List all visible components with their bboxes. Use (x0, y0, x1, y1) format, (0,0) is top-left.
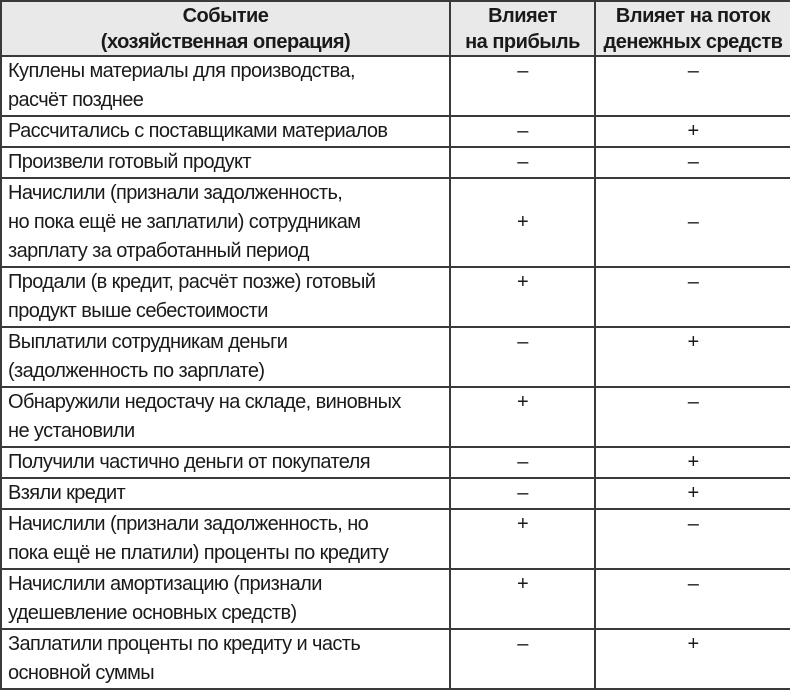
event-cell: Заплатили проценты по кредиту и часть основной суммы (1, 629, 450, 689)
profit-cell: – (450, 327, 595, 387)
event-cell: Выплатили сотрудникам деньги (задолженность по зарплате) (1, 327, 450, 387)
event-cell: Начислили амортизацию (признали удешевление основных средств) (1, 569, 450, 629)
table-row (1, 569, 790, 629)
header-cash: Влияет на поток денежных средств (595, 1, 790, 56)
event-cell: Рассчитались с поставщиками материалов (1, 116, 450, 147)
cash-cell: – (595, 387, 790, 447)
cash-cell: – (595, 509, 790, 569)
header-event: Событие (хозяйственная операция) (1, 1, 450, 56)
event-cell: Куплены материалы для производства, расчёт позднее (1, 56, 450, 116)
cash-cell: – (595, 569, 790, 629)
profit-cell: – (450, 56, 595, 116)
profit-cell: – (450, 147, 595, 178)
event-cell: Произвели готовый продукт (1, 147, 450, 178)
cash-cell: + (595, 478, 790, 509)
event-cell: Продали (в кредит, расчёт позже) готовый продукт выше себестоимости (1, 267, 450, 327)
profit-cell: – (450, 478, 595, 509)
profit-cell: + (450, 387, 595, 447)
table-row (1, 387, 790, 447)
cash-cell: – (595, 267, 790, 327)
profit-cell: + (450, 509, 595, 569)
cash-cell: + (595, 327, 790, 387)
header-profit: Влияет на прибыль (450, 1, 595, 56)
cash-cell: + (595, 447, 790, 478)
cash-cell: – (595, 178, 790, 267)
profit-cell: + (450, 569, 595, 629)
table-row (1, 178, 790, 267)
table-row (1, 56, 790, 116)
table-row (1, 629, 790, 689)
profit-cell: + (450, 178, 595, 267)
table-row (1, 447, 790, 478)
cash-cell: + (595, 629, 790, 689)
table-row (1, 147, 790, 178)
table-row (1, 509, 790, 569)
event-cell: Получили частично деньги от покупателя (1, 447, 450, 478)
cash-cell: + (595, 116, 790, 147)
event-cell: Взяли кредит (1, 478, 450, 509)
table-row (1, 478, 790, 509)
table-row (1, 327, 790, 387)
profit-cell: – (450, 447, 595, 478)
cash-cell: – (595, 147, 790, 178)
header-row (1, 1, 790, 56)
profit-cell: – (450, 629, 595, 689)
event-cell: Начислили (признали задолженность, но пока ещё не платили) проценты по кредиту (1, 509, 450, 569)
event-cell: Обнаружили недостачу на складе, виновных не установили (1, 387, 450, 447)
cash-cell: – (595, 56, 790, 116)
table-row (1, 267, 790, 327)
event-cell: Начислили (признали задолженность, но пока ещё не заплатили) сотрудникам зарплату за отработанный период (1, 178, 450, 267)
table-row (1, 116, 790, 147)
profit-cell: – (450, 116, 595, 147)
profit-cell: + (450, 267, 595, 327)
